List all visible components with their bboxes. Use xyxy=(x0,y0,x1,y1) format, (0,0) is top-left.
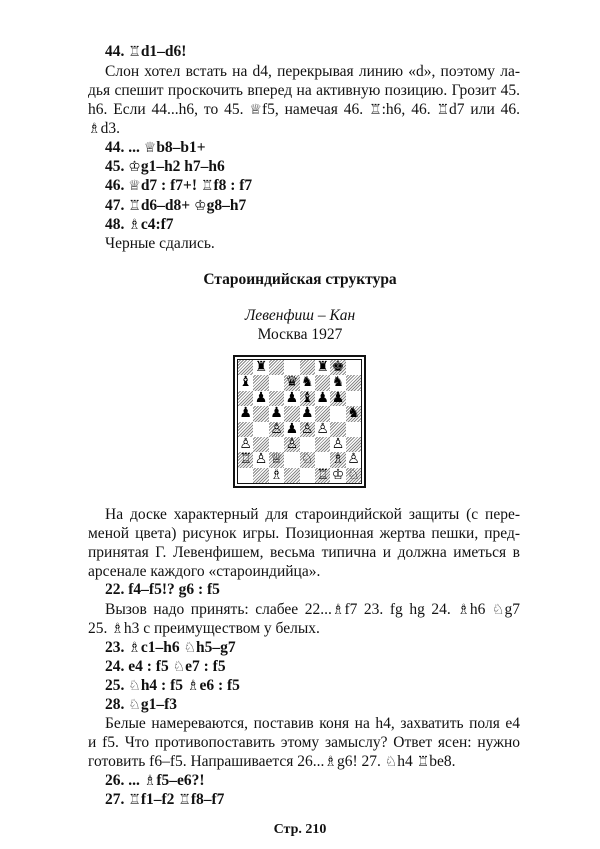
chess-piece-b2: ♙ xyxy=(254,451,268,468)
square-d8 xyxy=(284,360,299,375)
square-c6 xyxy=(269,391,284,406)
square-c8 xyxy=(269,360,284,375)
chess-piece-h1: ♘ xyxy=(347,466,360,483)
square-h8 xyxy=(346,360,361,375)
text-line-25: 28. ♘g1–f3 xyxy=(105,696,177,713)
square-h4 xyxy=(346,422,361,437)
text-line-10: 48. ♗c4:f7 xyxy=(105,216,174,233)
chess-piece-e7: ♞ xyxy=(301,374,314,391)
square-e3 xyxy=(300,437,315,452)
square-a8 xyxy=(238,360,253,375)
chess-piece-a2: ♖ xyxy=(239,451,252,468)
chess-diagram xyxy=(233,355,366,488)
square-b1 xyxy=(253,468,268,483)
text-line-9: 47. ♖d6–d8+ ♔g8–h7 xyxy=(105,197,247,214)
text-line-29: 26. ... ♗f5–e6?! xyxy=(105,772,205,789)
chess-piece-f1: ♖ xyxy=(316,466,329,483)
text-line-1: 44. ♖d1–d6! xyxy=(105,43,187,60)
square-a6 xyxy=(238,391,253,406)
text-line-24: 25. ♘h4 : f5 ♗e6 : f5 xyxy=(105,677,240,694)
text-line-28: готовить f6–f5. Напрашивается 26...♗g6! 27. ♘h4 ♖be8. xyxy=(88,753,456,770)
square-b4 xyxy=(253,422,268,437)
text-line-11: Черные сдались. xyxy=(105,235,215,252)
text-line-19: 22. f4–f5!? g6 : f5 xyxy=(105,581,220,598)
chess-piece-e6: ♝ xyxy=(301,389,314,406)
square-b7 xyxy=(253,375,268,390)
chess-piece-d7: ♛ xyxy=(285,374,299,391)
text-line-2: Слон хотел встать на d4, перекрывая линию «d», поэтому ла- xyxy=(105,63,520,80)
text-line-18: арсенале каждого «староиндийца». xyxy=(88,563,321,580)
text-line-23: 24. e4 : f5 ♘e7 : f5 xyxy=(105,658,226,675)
square-h3 xyxy=(346,437,361,452)
text-line-5: ♗d3. xyxy=(88,120,120,137)
chess-piece-b6: ♟ xyxy=(254,389,268,406)
square-a4 xyxy=(238,422,253,437)
text-line-27: и f5. Что противопоставить этому замыслу? Ответ ясен: нужно xyxy=(88,734,520,751)
chess-piece-a3: ♙ xyxy=(239,436,252,452)
chess-piece-f4: ♙ xyxy=(316,420,329,437)
square-b3 xyxy=(253,437,268,452)
chess-piece-c1: ♗ xyxy=(270,466,283,483)
text-line-20: Вызов надо принять: слабее 22...♗f7 23. fg hg 24. ♗h6 ♘g7 xyxy=(105,601,520,618)
text-line-15: На доске характерный для староиндийской защиты (с пере- xyxy=(105,506,520,523)
chess-piece-d3: ♙ xyxy=(285,436,299,452)
square-h7 xyxy=(346,375,361,390)
square-c3 xyxy=(269,437,284,452)
chess-piece-h5: ♞ xyxy=(347,405,360,422)
chess-piece-f8: ♜ xyxy=(316,359,329,375)
square-f7 xyxy=(315,375,330,390)
text-line-8: 46. ♕d7 : f7+! ♖f8 : f7 xyxy=(105,177,253,194)
square-f3 xyxy=(315,437,330,452)
square-d2 xyxy=(284,452,299,467)
chess-piece-g6: ♟ xyxy=(331,389,345,406)
square-d5 xyxy=(284,406,299,421)
text-line-21: 25. ♗h3 с преимуществом у белых. xyxy=(88,620,320,637)
square-d1 xyxy=(284,468,299,483)
text-line-17: принятая Г. Левенфишем, весьма типична и должна иметься в xyxy=(88,544,520,561)
chess-piece-d4: ♟ xyxy=(285,420,299,437)
chess-piece-g2: ♗ xyxy=(331,451,345,468)
chess-piece-e5: ♟ xyxy=(301,405,314,422)
square-a1 xyxy=(238,468,253,483)
text-line-14: Москва 1927 xyxy=(257,326,343,343)
chess-piece-c4: ♙ xyxy=(270,420,283,437)
chess-piece-g1: ♔ xyxy=(331,466,345,483)
chess-piece-c5: ♟ xyxy=(270,405,283,422)
chess-piece-a7: ♝ xyxy=(239,374,252,391)
text-line-26: Белые намереваются, поставив коня на h4, захватить поля е4 xyxy=(105,715,520,732)
square-e8 xyxy=(300,360,315,375)
square-f5 xyxy=(315,406,330,421)
text-line-13: Левенфиш – Кан xyxy=(244,307,356,324)
square-b5 xyxy=(253,406,268,421)
chess-piece-g8: ♚ xyxy=(331,359,345,375)
chess-piece-b8: ♜ xyxy=(254,359,268,375)
text-line-12: Староиндийская структура xyxy=(203,271,397,288)
text-line-22: 23. ♗c1–h6 ♘h5–g7 xyxy=(105,639,236,656)
chess-piece-c2: ♕ xyxy=(270,451,283,468)
chess-piece-f6: ♟ xyxy=(316,389,329,406)
text-line-3: дья спешит проскочить вперед на активную позицию. Грозит 45. xyxy=(88,82,520,99)
text-line-7: 45. ♔g1–h2 h7–h6 xyxy=(105,158,225,175)
square-h6 xyxy=(346,391,361,406)
square-c7 xyxy=(269,375,284,390)
chess-piece-e2: ♘ xyxy=(301,451,314,468)
square-g5 xyxy=(330,406,345,421)
square-g4 xyxy=(330,422,345,437)
chess-piece-h2: ♙ xyxy=(347,451,360,468)
text-line-6: 44. ... ♕b8–b1+ xyxy=(105,139,206,156)
text-line-30: 27. ♖f1–f2 ♖f8–f7 xyxy=(105,791,225,808)
square-e1 xyxy=(300,468,315,483)
chess-piece-g7: ♞ xyxy=(331,374,345,391)
chess-board xyxy=(237,359,362,484)
text-line-4: h6. Если 44...h6, то 45. ♕f5, намечая 46. ♖:h6, 46. ♖d7 или 46. xyxy=(88,101,521,118)
chess-piece-e4: ♙ xyxy=(301,420,314,437)
square-f2 xyxy=(315,452,330,467)
chess-piece-d6: ♟ xyxy=(285,389,299,406)
page-number: Стр. 210 xyxy=(273,822,327,837)
text-line-16: меной цвета) рисунок игры. Позиционная жертва пешки, пред- xyxy=(88,525,520,542)
chess-piece-g3: ♙ xyxy=(331,436,345,452)
chess-piece-a5: ♟ xyxy=(239,405,252,422)
